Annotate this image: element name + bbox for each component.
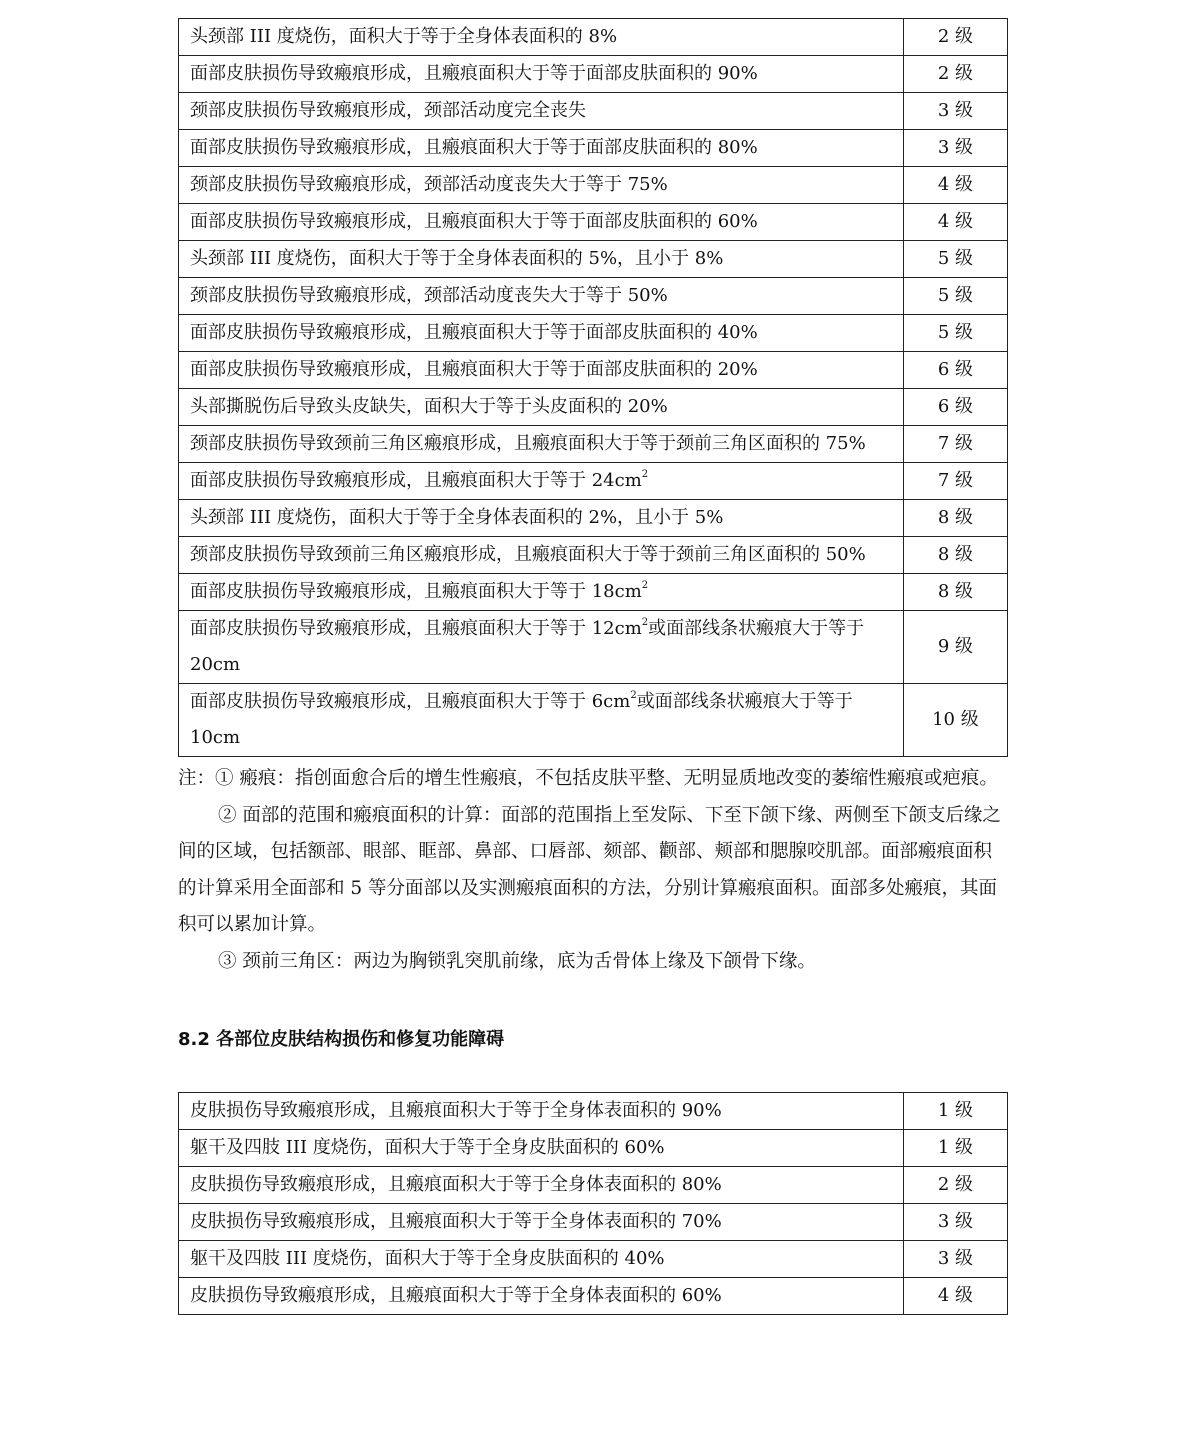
row-level: 4 级: [903, 1278, 1007, 1315]
row-level: 8 级: [903, 537, 1007, 574]
row-description: 面部皮肤损伤导致瘢痕形成，且瘢痕面积大于等于面部皮肤面积的 60%: [179, 204, 904, 241]
row-description: 颈部皮肤损伤导致瘢痕形成，颈部活动度完全丧失: [179, 93, 904, 130]
row-level: 1 级: [903, 1093, 1007, 1130]
row-level: 10 级: [903, 684, 1007, 757]
row-level: 2 级: [903, 19, 1007, 56]
row-description: 颈部皮肤损伤导致瘢痕形成，颈部活动度丧失大于等于 75%: [179, 167, 904, 204]
table-row: [179, 574, 1008, 611]
superscript-exponent: 2: [641, 617, 649, 628]
row-description-text-cont: 或面部线条状瘢痕大于等于 10cm: [190, 691, 853, 748]
row-description-text: 面部皮肤损伤导致瘢痕形成，且瘢痕面积大于等于 6cm: [190, 691, 631, 712]
section-heading: 8.2 各部位皮肤结构损伤和修复功能障碍: [178, 1029, 505, 1050]
row-level: 3 级: [903, 1204, 1007, 1241]
table-row: [179, 389, 1008, 426]
note-face-area-calculation: ② 面部的范围和瘢痕面积的计算：面部的范围指上至发际、下至下颌下缘、两侧至下颌支后缘之间的区域，包括额部、眼部、眶部、鼻部、口唇部、颏部、颧部、颊部和腮腺咬肌部。面部瘢痕面积的计算采用全面部和 5 等分面部以及实测瘢痕面积的方法，分别计算瘢痕面积。面部多处瘢痕，其面积可以累加计算。: [178, 804, 1001, 935]
row-level: 4 级: [903, 167, 1007, 204]
table-row: [179, 352, 1008, 389]
table-row: [179, 1167, 1008, 1204]
row-description: 皮肤损伤导致瘢痕形成，且瘢痕面积大于等于全身体表面积的 80%: [179, 1167, 904, 1204]
row-description: 颈部皮肤损伤导致颈前三角区瘢痕形成，且瘢痕面积大于等于颈前三角区面积的 50%: [179, 537, 904, 574]
row-level: 6 级: [903, 352, 1007, 389]
table-row: [179, 1093, 1008, 1130]
table-row: [179, 130, 1008, 167]
row-description: [179, 574, 904, 611]
grade-table-skin-structure: [178, 1092, 1008, 1315]
row-description: [179, 611, 904, 684]
row-level: 2 级: [903, 1167, 1007, 1204]
grade-table-head-neck: [178, 18, 1008, 757]
table-row: [179, 19, 1008, 56]
row-level: 3 级: [903, 130, 1007, 167]
row-level: 7 级: [903, 426, 1007, 463]
row-description: 颈部皮肤损伤导致颈前三角区瘢痕形成，且瘢痕面积大于等于颈前三角区面积的 75%: [179, 426, 904, 463]
row-description: 皮肤损伤导致瘢痕形成，且瘢痕面积大于等于全身体表面积的 70%: [179, 1204, 904, 1241]
row-level: 5 级: [903, 278, 1007, 315]
row-description: 面部皮肤损伤导致瘢痕形成，且瘢痕面积大于等于面部皮肤面积的 80%: [179, 130, 904, 167]
row-level: 1 级: [903, 1130, 1007, 1167]
row-level: 9 级: [903, 611, 1007, 684]
row-description-text: 面部皮肤损伤导致瘢痕形成，且瘢痕面积大于等于 12cm: [190, 618, 642, 639]
row-description: 皮肤损伤导致瘢痕形成，且瘢痕面积大于等于全身体表面积的 90%: [179, 1093, 904, 1130]
row-level: 3 级: [903, 1241, 1007, 1278]
superscript-exponent: 2: [641, 580, 649, 591]
row-level: 7 级: [903, 463, 1007, 500]
document-page: [178, 18, 1008, 1315]
row-description-text: 面部皮肤损伤导致瘢痕形成，且瘢痕面积大于等于 24cm: [190, 470, 642, 491]
table-row: [179, 93, 1008, 130]
table-row: [179, 426, 1008, 463]
superscript-exponent: 2: [641, 469, 649, 480]
table-row: [179, 241, 1008, 278]
note-anterior-neck-triangle: ③ 颈前三角区：两边为胸锁乳突肌前缘，底为舌骨体上缘及下颌骨下缘。: [218, 950, 816, 972]
table-row: [179, 1130, 1008, 1167]
table-row: [179, 315, 1008, 352]
table-row: [179, 167, 1008, 204]
row-description: 面部皮肤损伤导致瘢痕形成，且瘢痕面积大于等于面部皮肤面积的 20%: [179, 352, 904, 389]
row-level: 4 级: [903, 204, 1007, 241]
notes-block: [178, 761, 1008, 980]
row-description: 头颈部 III 度烧伤，面积大于等于全身体表面积的 8%: [179, 19, 904, 56]
row-description: 面部皮肤损伤导致瘢痕形成，且瘢痕面积大于等于面部皮肤面积的 40%: [179, 315, 904, 352]
row-level: 3 级: [903, 93, 1007, 130]
table-row: [179, 500, 1008, 537]
row-description-text: 面部皮肤损伤导致瘢痕形成，且瘢痕面积大于等于 18cm: [190, 581, 642, 602]
row-description: 头部撕脱伤后导致头皮缺失，面积大于等于头皮面积的 20%: [179, 389, 904, 426]
row-description: 头颈部 III 度烧伤，面积大于等于全身体表面积的 5%，且小于 8%: [179, 241, 904, 278]
row-description: [179, 684, 904, 757]
row-description: 皮肤损伤导致瘢痕形成，且瘢痕面积大于等于全身体表面积的 60%: [179, 1278, 904, 1315]
table-row: [179, 278, 1008, 315]
superscript-exponent: 2: [630, 690, 637, 701]
table-row: [179, 1204, 1008, 1241]
row-description: 躯干及四肢 III 度烧伤，面积大于等于全身皮肤面积的 60%: [179, 1130, 904, 1167]
row-description-text-cont: 或面部线条状瘢痕大于等于 20cm: [190, 618, 865, 675]
row-level: 5 级: [903, 315, 1007, 352]
row-level: 2 级: [903, 56, 1007, 93]
row-description: 头颈部 III 度烧伤，面积大于等于全身体表面积的 2%，且小于 5%: [179, 500, 904, 537]
row-level: 8 级: [903, 574, 1007, 611]
row-description: 面部皮肤损伤导致瘢痕形成，且瘢痕面积大于等于面部皮肤面积的 90%: [179, 56, 904, 93]
table-row: [179, 463, 1008, 500]
table-row: [179, 1278, 1008, 1315]
table-row: [179, 56, 1008, 93]
table-row: [179, 204, 1008, 241]
note-scar-definition: 注：① 瘢痕：指创面愈合后的增生性瘢痕，不包括皮肤平整、无明显质地改变的萎缩性瘢痕或疤痕。: [178, 768, 998, 789]
table-row: [179, 537, 1008, 574]
table-row: [179, 611, 1008, 684]
table-row: [179, 684, 1008, 757]
row-description: [179, 463, 904, 500]
row-description: 躯干及四肢 III 度烧伤，面积大于等于全身皮肤面积的 40%: [179, 1241, 904, 1278]
table-row: [179, 1241, 1008, 1278]
row-level: 8 级: [903, 500, 1007, 537]
row-level: 6 级: [903, 389, 1007, 426]
row-description: 颈部皮肤损伤导致瘢痕形成，颈部活动度丧失大于等于 50%: [179, 278, 904, 315]
row-level: 5 级: [903, 241, 1007, 278]
